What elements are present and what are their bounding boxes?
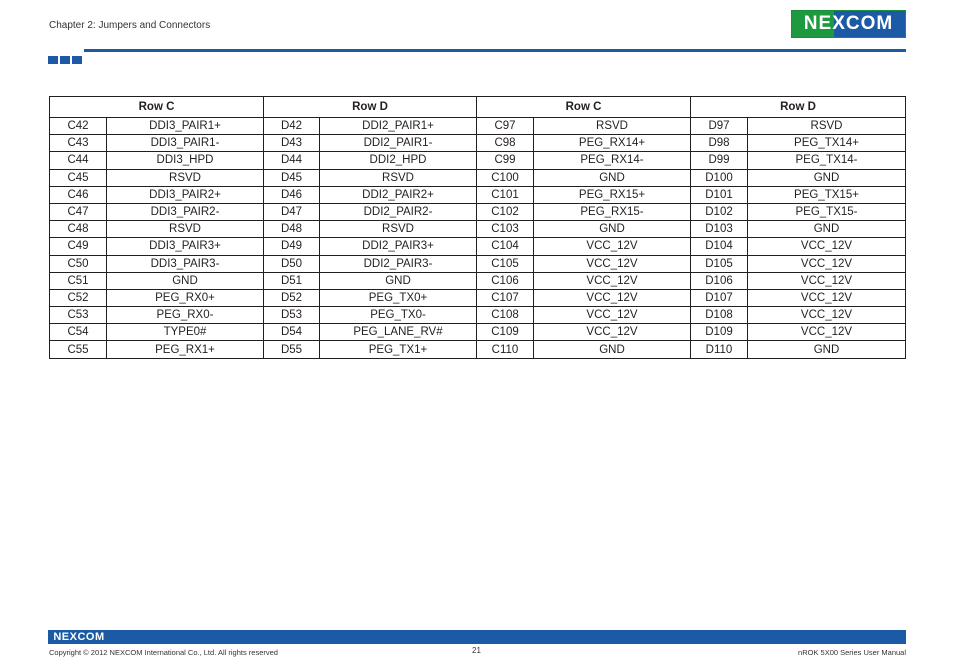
table-row: [50, 221, 906, 238]
signal-name: PEG_TX0+: [320, 289, 477, 306]
table-row: [50, 238, 906, 255]
footer-logo: NEXCOM: [53, 631, 105, 643]
signal-name: VCC_12V: [748, 324, 906, 341]
pin-number: C107: [477, 289, 534, 306]
signal-name: PEG_RX15-: [534, 203, 691, 220]
square-icon: [72, 56, 82, 64]
signal-name: DDI2_PAIR3+: [320, 238, 477, 255]
logo-text: NEXCOM: [803, 13, 894, 34]
signal-name: GND: [748, 221, 906, 238]
pin-number: C101: [477, 186, 534, 203]
pin-number: C44: [50, 152, 107, 169]
signal-name: GND: [107, 272, 264, 289]
pin-number: C50: [50, 255, 107, 272]
pin-number: C104: [477, 238, 534, 255]
pin-number: C54: [50, 324, 107, 341]
pin-number: D98: [691, 135, 748, 152]
nexcom-logo: [791, 10, 906, 38]
signal-name: PEG_TX15+: [748, 186, 906, 203]
signal-name: PEG_RX14-: [534, 152, 691, 169]
pin-number: C110: [477, 341, 534, 358]
signal-name: DDI3_PAIR3+: [107, 238, 264, 255]
signal-name: GND: [320, 272, 477, 289]
signal-name: PEG_LANE_RV#: [320, 324, 477, 341]
table-body: [50, 118, 906, 359]
pin-number: D48: [264, 221, 320, 238]
signal-name: RSVD: [320, 221, 477, 238]
table-row: [50, 118, 906, 135]
signal-name: DDI2_PAIR3-: [320, 255, 477, 272]
footer-bar: [48, 630, 906, 644]
signal-name: RSVD: [107, 221, 264, 238]
table-row: [50, 203, 906, 220]
pin-number: D109: [691, 324, 748, 341]
signal-name: PEG_TX14-: [748, 152, 906, 169]
pin-number: C49: [50, 238, 107, 255]
signal-name: VCC_12V: [748, 255, 906, 272]
pin-number: D103: [691, 221, 748, 238]
table-row: [50, 289, 906, 306]
signal-name: VCC_12V: [534, 307, 691, 324]
table-row: [50, 272, 906, 289]
square-icon: [48, 56, 58, 64]
table-row: [50, 324, 906, 341]
pin-number: C97: [477, 118, 534, 135]
pin-number: C42: [50, 118, 107, 135]
pin-number: D108: [691, 307, 748, 324]
signal-name: DDI3_PAIR2-: [107, 203, 264, 220]
signal-name: DDI3_HPD: [107, 152, 264, 169]
signal-name: VCC_12V: [748, 307, 906, 324]
pin-number: C52: [50, 289, 107, 306]
header-rule: [84, 49, 906, 52]
pin-number: D42: [264, 118, 320, 135]
pin-number: C99: [477, 152, 534, 169]
pin-number: D49: [264, 238, 320, 255]
pin-number: C100: [477, 169, 534, 186]
pin-number: C43: [50, 135, 107, 152]
signal-name: GND: [748, 169, 906, 186]
table-row: [50, 135, 906, 152]
signal-name: VCC_12V: [534, 289, 691, 306]
pin-number: D106: [691, 272, 748, 289]
pin-number: D50: [264, 255, 320, 272]
signal-name: PEG_TX14+: [748, 135, 906, 152]
pin-number: C109: [477, 324, 534, 341]
pin-number: C48: [50, 221, 107, 238]
signal-name: PEG_RX14+: [534, 135, 691, 152]
pin-number: C53: [50, 307, 107, 324]
header-row-c: Row C: [50, 97, 264, 118]
pin-number: D99: [691, 152, 748, 169]
signal-name: VCC_12V: [534, 238, 691, 255]
pin-number: D46: [264, 186, 320, 203]
table-header-row: [50, 97, 906, 118]
signal-name: PEG_TX0-: [320, 307, 477, 324]
signal-name: DDI3_PAIR2+: [107, 186, 264, 203]
chapter-title: Chapter 2: Jumpers and Connectors: [49, 20, 211, 31]
pin-number: C55: [50, 341, 107, 358]
pin-number: D52: [264, 289, 320, 306]
table-row: [50, 255, 906, 272]
signal-name: TYPE0#: [107, 324, 264, 341]
signal-name: DDI2_PAIR1+: [320, 118, 477, 135]
signal-name: PEG_TX15-: [748, 203, 906, 220]
pin-number: D104: [691, 238, 748, 255]
pin-number: D45: [264, 169, 320, 186]
pin-number: D55: [264, 341, 320, 358]
table-row: [50, 152, 906, 169]
signal-name: DDI2_HPD: [320, 152, 477, 169]
pin-number: D53: [264, 307, 320, 324]
table-row: [50, 186, 906, 203]
pin-number: D54: [264, 324, 320, 341]
pin-number: C103: [477, 221, 534, 238]
signal-name: GND: [748, 341, 906, 358]
pin-number: C47: [50, 203, 107, 220]
manual-title: nROK 5X00 Series User Manual: [798, 648, 906, 657]
pin-number: D51: [264, 272, 320, 289]
signal-name: PEG_RX15+: [534, 186, 691, 203]
header-row-c: Row C: [477, 97, 691, 118]
signal-name: DDI2_PAIR1-: [320, 135, 477, 152]
signal-name: VCC_12V: [534, 272, 691, 289]
signal-name: RSVD: [320, 169, 477, 186]
signal-name: PEG_TX1+: [320, 341, 477, 358]
signal-name: RSVD: [534, 118, 691, 135]
pin-number: C108: [477, 307, 534, 324]
pin-number: C46: [50, 186, 107, 203]
pin-number: D107: [691, 289, 748, 306]
pin-number: D105: [691, 255, 748, 272]
table-row: [50, 307, 906, 324]
signal-name: PEG_RX0+: [107, 289, 264, 306]
signal-name: DDI2_PAIR2-: [320, 203, 477, 220]
signal-name: VCC_12V: [534, 324, 691, 341]
signal-name: DDI3_PAIR1+: [107, 118, 264, 135]
pin-number: C98: [477, 135, 534, 152]
page-number: 21: [472, 646, 481, 655]
pin-number: D97: [691, 118, 748, 135]
table-row: [50, 341, 906, 358]
signal-name: PEG_RX1+: [107, 341, 264, 358]
signal-name: VCC_12V: [748, 272, 906, 289]
header-squares: [48, 51, 84, 69]
signal-name: VCC_12V: [748, 289, 906, 306]
signal-name: VCC_12V: [748, 238, 906, 255]
signal-name: GND: [534, 221, 691, 238]
pin-number: C51: [50, 272, 107, 289]
pin-number: D43: [264, 135, 320, 152]
pin-number: C45: [50, 169, 107, 186]
copyright: Copyright © 2012 NEXCOM International Co., Ltd. All rights reserved: [49, 648, 278, 657]
pin-number: D102: [691, 203, 748, 220]
signal-name: GND: [534, 341, 691, 358]
pin-number: D44: [264, 152, 320, 169]
signal-name: DDI3_PAIR3-: [107, 255, 264, 272]
pin-number: C106: [477, 272, 534, 289]
table-row: [50, 169, 906, 186]
pin-number: D47: [264, 203, 320, 220]
pin-number: C102: [477, 203, 534, 220]
signal-name: RSVD: [748, 118, 906, 135]
pin-number: D100: [691, 169, 748, 186]
signal-name: VCC_12V: [534, 255, 691, 272]
signal-name: PEG_RX0-: [107, 307, 264, 324]
square-icon: [60, 56, 70, 64]
signal-name: DDI2_PAIR2+: [320, 186, 477, 203]
header-row-d: Row D: [691, 97, 906, 118]
pin-number: C105: [477, 255, 534, 272]
pin-number: D110: [691, 341, 748, 358]
header-row-d: Row D: [264, 97, 477, 118]
signal-name: RSVD: [107, 169, 264, 186]
signal-name: DDI3_PAIR1-: [107, 135, 264, 152]
pin-number: D101: [691, 186, 748, 203]
signal-name: GND: [534, 169, 691, 186]
pin-table: [49, 96, 906, 359]
